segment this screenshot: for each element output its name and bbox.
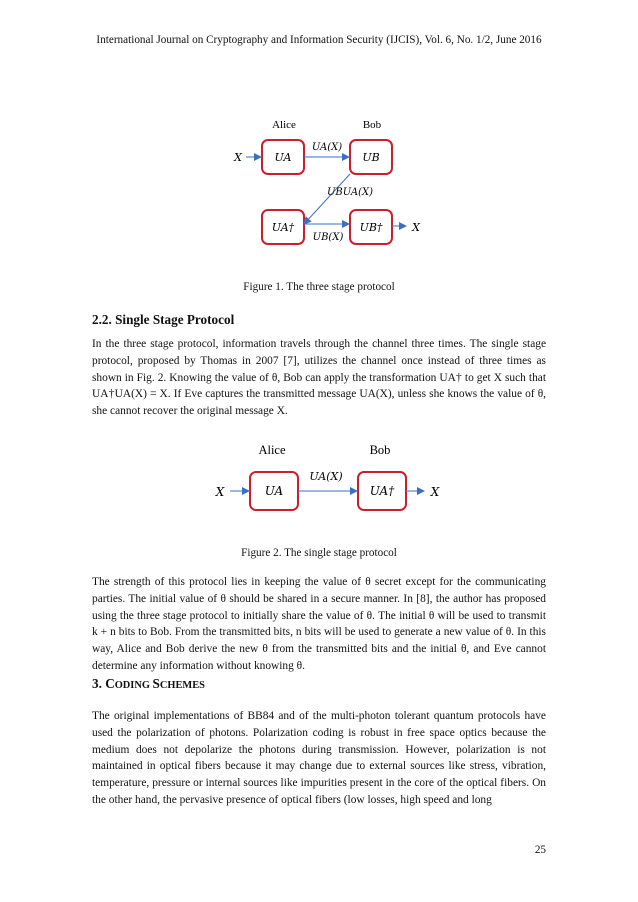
paragraph-coding-schemes-text: The original implementations of BB84 and of the multi-photon tolerant quantum protocols have used the polarization of photons. Polarization coding is robust in free space optics because the medium does not depolarize the photons during transmission. However, polarization is not maintained in optical fibers because it may change due to external sources like stress, vibration, temperature, pressure or internal sources like impurities present in the core of the optical fibers. On the other hand, the pervasive presence of optical fibers (low losses, high speed and long — [92, 710, 546, 806]
fig1-label-ua-x: UA(X) — [311, 142, 343, 153]
section-3-number: 3. — [92, 676, 106, 691]
fig1-output-x: X — [412, 221, 420, 234]
section-heading-3 — [92, 676, 205, 692]
running-header: International Journal on Cryptography and Information Security (IJCIS), Vol. 6, No. 1/2, June 2016 — [96, 34, 542, 46]
figure-1-caption: Figure 1. The three stage protocol — [243, 281, 395, 293]
section-3-title-rest1: ODING — [114, 680, 153, 691]
paragraph-single-stage-text: In the three stage protocol, information travels through the channel three times. The single stage protocol, proposed by Thomas in 2007 [7], utilizes the channel once instead of three times as shown in Fig. 2. Knowing the value of θ, Bob can apply the transformation UA† to get X such that UA†UA(X) = X. If Eve captures the transmitted message UA(X), unless she knows the value of θ, she cannot recover the original message X. — [92, 338, 546, 418]
fig1-box-ua-label: UA — [274, 151, 292, 164]
section-heading-2-2: 2.2. Single Stage Protocol — [92, 312, 235, 327]
fig2-output-x: X — [430, 485, 440, 499]
paragraph-strength-text: The strength of this protocol lies in keeping the value of θ secret except for the communicating parties. The initial value of θ should be shared in a secure manner. In [8], the author has proposed using the three stage protocol to initially share the value of θ. The initial θ will be used to transmit k + n bits to Bob. From the transmitted bits, n bits will be used to generate a new value of θ. In this way, Alice and Bob derive the new θ from the transmitted bits and the initial θ, and Eve cannot determine any information without knowing θ. — [92, 576, 546, 672]
fig1-box-ub-dagger-label: UB† — [359, 221, 383, 234]
fig2-input-x: X — [215, 485, 225, 499]
section-3-title-rest2: CHEMES — [159, 680, 205, 691]
section-3-title-c2: S — [152, 676, 160, 691]
fig1-box-ua-dagger-label: UA† — [271, 221, 295, 234]
paragraph-strength — [92, 574, 546, 675]
fig2-label-ua-x: UA(X) — [309, 470, 343, 483]
figure-2-single-stage-diagram — [0, 430, 638, 530]
figure-1-three-stage-diagram — [0, 0, 638, 300]
section-3-title-c1: C — [105, 676, 115, 691]
fig1-box-ub-label: UB — [362, 151, 380, 164]
fig2-alice-label: Alice — [258, 443, 286, 457]
fig1-label-ub-x: UB(X) — [312, 232, 344, 243]
page-number: 25 — [534, 844, 546, 856]
paragraph-single-stage — [92, 336, 546, 420]
fig2-box-ua-label: UA — [264, 484, 284, 498]
fig1-arrow-diagonal — [304, 174, 350, 224]
fig1-label-ubua-x: UBUA(X) — [326, 187, 374, 198]
fig2-box-ua-dagger-label: UA† — [369, 484, 395, 498]
fig2-bob-label: Bob — [369, 443, 391, 457]
fig1-alice-label: Alice — [272, 119, 296, 131]
fig1-bob-label: Bob — [362, 119, 382, 131]
figure-2-caption: Figure 2. The single stage protocol — [241, 547, 397, 559]
paragraph-coding-schemes — [92, 708, 546, 809]
fig1-input-x: X — [234, 151, 242, 164]
